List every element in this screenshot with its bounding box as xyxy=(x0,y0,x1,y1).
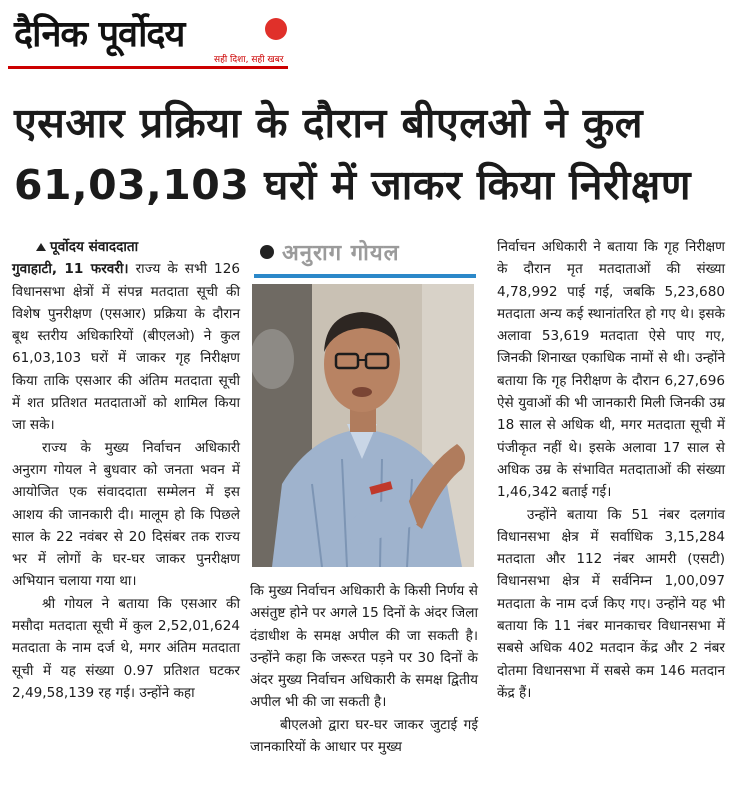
paragraph-3: श्री गोयल ने बताया कि एसआर की मसौदा मतदाता सूची में कुल 2,52,01,624 मतदाता के नाम दर्ज थे, मगर अंतिम मतदाता सूची में यह संख्या 0.97 प्रतिशत घटकर 2,49,58,139 रह गई। उन्होंने कहा xyxy=(12,595,240,701)
photo-name-label xyxy=(254,236,474,272)
article-headline: एसआर प्रक्रिया के दौरान बीएलओ ने कुल 61,03,103 घरों में जाकर किया निरीक्षण xyxy=(14,99,691,209)
masthead-rule xyxy=(8,66,288,69)
paragraph-7: उन्होंने बताया कि 51 नंबर दलगांव विधानसभा क्षेत्र में सर्वाधिक 3,15,284 मतदाता और 112 नंबर आमरी (एसटी) विधानसभा क्षेत्र में सर्वनिम्न 1,00,097 मतदाता के नाम दर्ज किए गए। उन्होंने यह भी बताया कि 11 नंबर मानकाचर विधानसभा में सबसे अधिक 402 मतदान केंद्र और 2 नंबर दोतमा विधानसभा में सबसे कम 146 मतदान केंद्र हैं। xyxy=(497,506,725,701)
byline: पूर्वोदय संवाददाता xyxy=(12,236,240,258)
person-photo xyxy=(252,284,474,567)
paragraph-1-text: राज्य के सभी 126 विधानसभा क्षेत्रों में संपन्न मतदाता सूची की विशेष पुनरीक्षण (एसआर) प्रक्रिया के दौरान बूथ स्तरीय अधिकारियों (बीएलओ) ने कुल 61,03,103 घरों में जाकर गृह निरीक्षण किया ताकि एसआर की अंतिम मतदाता सूची में शत प्रतिशत मतदाताओं को शामिल किया जा सके। xyxy=(12,261,241,434)
person-photo-illustration xyxy=(252,284,474,567)
masthead xyxy=(8,4,298,74)
article-column-1 xyxy=(12,236,240,704)
paragraph-5: बीएलओ द्वारा घर-घर जाकर जुटाई गई जानकारियों के आधार पर मुख्य xyxy=(250,716,478,756)
paragraph-6: निर्वाचन अधिकारी ने बताया कि गृह निरीक्षण के दौरान मृत मतदाताओं की संख्या 4,78,992 पाई गई, जबकि 5,23,680 मतदाता अन्य कई स्थानांतरित हो गए थे। इसके अलावा 53,619 मतदाता ऐसे पाए गए, जिनकी शिनाख्त एकाधिक नामों से थी। उन्होंने बताया कि गृह निरीक्षण के दौरान 6,27,696 ऐसे युवाओं की भी जानकारी मिली जिनकी उम्र 18 साल से अधिक थी, मगर मतदाता सूची में पंजीकृत नहीं थे। इसके अलावा 17 साल से अधिक उम्र के संभावित मतदाताओं की संख्या 1,46,342 बताई गई। xyxy=(497,239,725,501)
newspaper-logo: दैनिक पूर्वोदय xyxy=(14,14,185,55)
masthead-tagline: सही दिशा, सही खबर xyxy=(214,55,284,65)
bullet-dot-icon xyxy=(260,245,274,259)
dateline: गुवाहाटी, 11 फरवरी। xyxy=(12,261,129,278)
logo-red-dot-icon xyxy=(265,18,287,40)
person-name: अनुराग गोयल xyxy=(282,241,400,266)
paragraph-1 xyxy=(12,258,240,436)
paragraph-4: कि मुख्य निर्वाचन अधिकारी के किसी निर्णय से असंतुष्ट होने पर अगले 15 दिनों के अंदर जिला दंडाधीश के समक्ष अपील की जा सकती है। उन्होंने कहा कि जरूरत पड़ने पर 30 दिनों के अंदर मुख्य निर्वाचन अधिकारी के समक्ष द्वितीय अपील भी की जा सकती है। xyxy=(250,583,478,711)
article-column-3 xyxy=(497,236,725,704)
name-underline xyxy=(254,274,476,278)
paragraph-2: राज्य के मुख्य निर्वाचन अधिकारी अनुराग गोयल ने बुधवार को जनता भवन में आयोजित एक संवाददाता सम्मेलन में इस आशय की जानकारी दी। मालूम हो कि पिछले साल के 22 नवंबर से 20 दिसंबर तक राज्य भर में लोगों के घर-घर जाकर पुनरीक्षण अभियान चलाया गया था। xyxy=(12,439,240,590)
article-column-2 xyxy=(250,580,478,758)
